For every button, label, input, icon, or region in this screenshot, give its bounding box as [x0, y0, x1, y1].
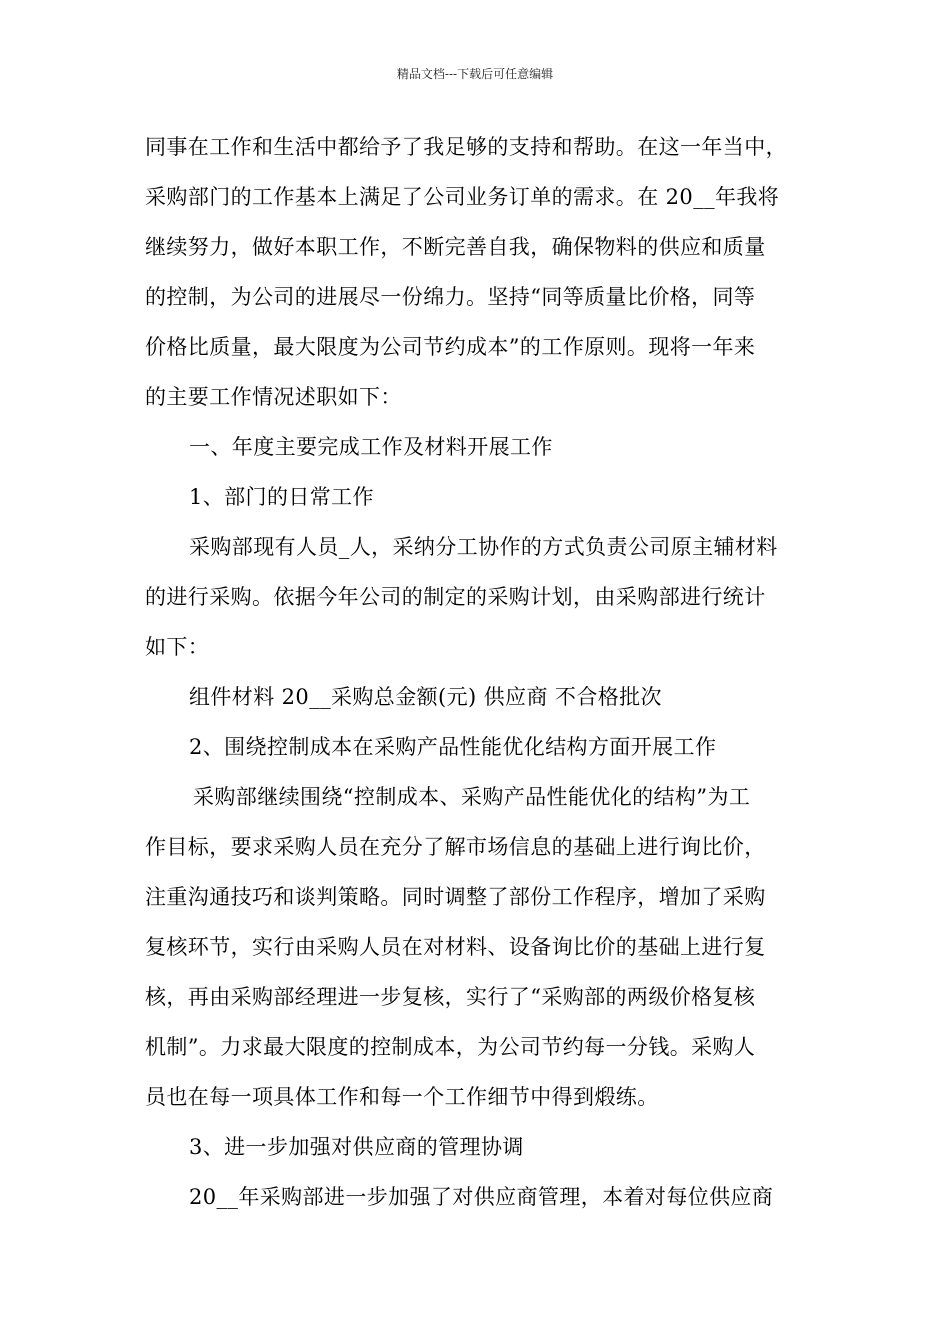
document-body: [145, 122, 810, 1222]
table-header-line: 组件材料 20__采购总金额(元) 供应商 不合格批次: [189, 685, 662, 709]
subsection-heading: 2、围绕控制成本在采购产品性能优化结构方面开展工作: [189, 735, 717, 759]
paragraph-line: 如下：: [145, 635, 210, 659]
page-header: 精品文档---下载后可任意编辑: [396, 67, 554, 81]
paragraph-line: 同事在工作和生活中都给予了我足够的支持和帮助。在这一年当中，: [145, 135, 787, 159]
paragraph-line: 采购部继续围绕“控制成本、采购产品性能优化的结构”为工: [193, 785, 751, 809]
paragraph-line: 注重沟通技巧和谈判策略。同时调整了部份工作程序，增加了采购: [145, 885, 766, 909]
paragraph-line: 继续努力，做好本职工作，不断完善自我，确保物料的供应和质量: [145, 235, 766, 259]
paragraph-line: 员也在每一项具体工作和每一个工作细节中得到煅练。: [145, 1085, 659, 1109]
paragraph-line: 采购部现有人员_人，采纳分工协作的方式负责公司原主辅材料: [189, 535, 778, 559]
paragraph-line: 作目标，要求采购人员在充分了解市场信息的基础上进行询比价，: [145, 835, 766, 859]
paragraph-line: 机制”。力求最大限度的控制成本，为公司节约每一分钱。采购人: [145, 1035, 756, 1059]
paragraph-line: 价格比质量，最大限度为公司节约成本”的工作原则。现将一年来: [145, 335, 756, 359]
subsection-heading: 3、进一步加强对供应商的管理协调: [189, 1135, 524, 1159]
paragraph-line: 采购部门的工作基本上满足了公司业务订单的需求。在 20__年我将: [145, 185, 780, 209]
paragraph-line: 的主要工作情况述职如下：: [145, 385, 402, 409]
paragraph-line: 复核环节，实行由采购人员在对材料、设备询比价的基础上进行复: [145, 935, 766, 959]
section-heading: 一、年度主要完成工作及材料开展工作: [189, 435, 553, 459]
paragraph-line: 的控制，为公司的进展尽一份绵力。坚持“同等质量比价格，同等: [145, 285, 756, 309]
paragraph-line: 20__年采购部进一步加强了对供应商管理，本着对每位供应商: [189, 1185, 774, 1209]
subsection-heading: 1、部门的日常工作: [189, 485, 374, 509]
paragraph-line: 核，再由采购部经理进一步复核，实行了“采购部的两级价格复核: [145, 985, 756, 1009]
paragraph-line: 的进行采购。依据今年公司的制定的采购计划，由采购部进行统计: [145, 585, 766, 609]
